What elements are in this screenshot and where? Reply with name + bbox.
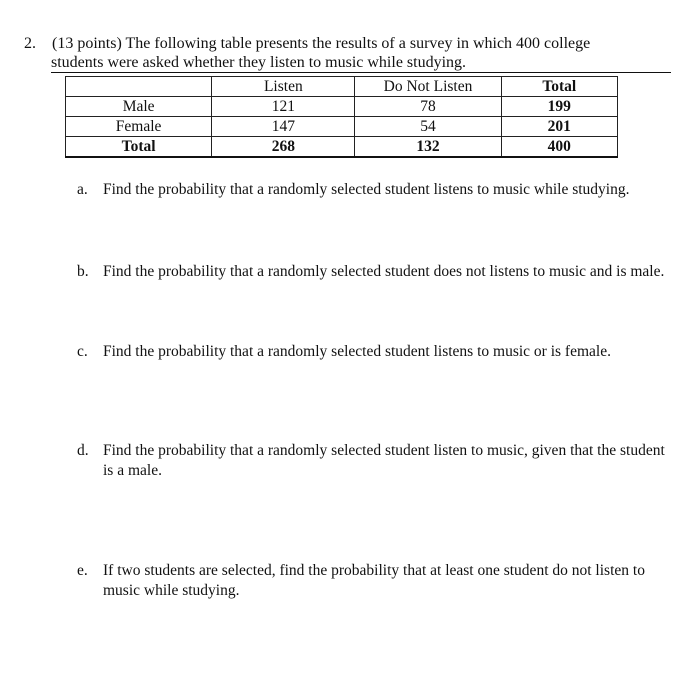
table-header-not-listen: Do Not Listen	[355, 77, 501, 97]
part-letter: c.	[77, 343, 88, 360]
cell-not-listen: 54	[355, 117, 501, 137]
cell-total: 201	[501, 117, 617, 137]
table-header-listen: Listen	[212, 77, 355, 97]
part-letter: a.	[77, 181, 88, 198]
part-text: Find the probability that a randomly selected student does not listens to music and is male.	[103, 263, 665, 280]
question-stem-line2: students were asked whether they listen to music while studying.	[51, 53, 671, 73]
part-text: Find the probability that a randomly selected student listen to music, given that the student is a male.	[103, 442, 665, 479]
cell-listen: 268	[212, 137, 355, 158]
cell-not-listen: 78	[355, 97, 501, 117]
row-label: Female	[66, 117, 212, 137]
part-text: If two students are selected, find the probability that at least one student do not listen to music while studying.	[103, 562, 645, 599]
part-letter: b.	[77, 263, 89, 280]
table-row	[66, 117, 618, 137]
table-row	[66, 97, 618, 117]
part-text: Find the probability that a randomly selected student listens to music or is female.	[103, 343, 611, 360]
cell-total: 199	[501, 97, 617, 117]
table-header-row	[66, 77, 618, 97]
question-number: 2.	[24, 35, 36, 52]
row-label: Total	[66, 137, 212, 158]
cell-listen: 147	[212, 117, 355, 137]
part-letter: d.	[77, 442, 89, 459]
cell-listen: 121	[212, 97, 355, 117]
cell-not-listen: 132	[355, 137, 501, 158]
part-letter: e.	[77, 562, 88, 579]
question-stem-line1: (13 points) The following table presents the results of a survey in which 400 college	[52, 35, 591, 52]
cell-total: 400	[501, 137, 617, 158]
survey-table	[65, 76, 618, 158]
table-row-total	[66, 137, 618, 158]
table-header-corner	[66, 77, 212, 97]
row-label: Male	[66, 97, 212, 117]
part-text: Find the probability that a randomly selected student listens to music while studying.	[103, 181, 630, 198]
table-header-total: Total	[501, 77, 617, 97]
